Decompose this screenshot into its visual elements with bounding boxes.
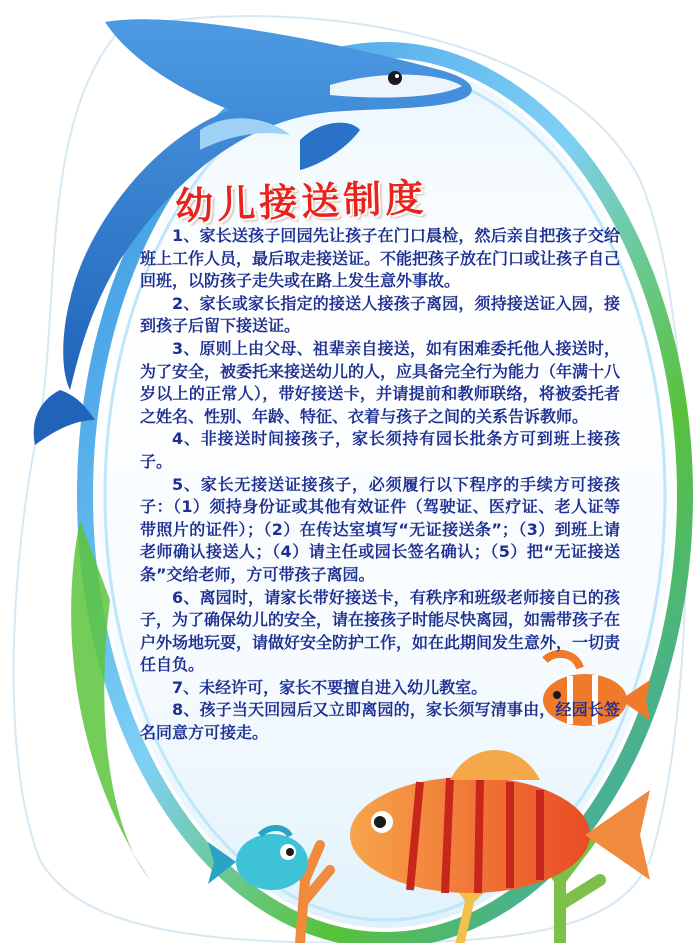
- rule-paragraph: 3、原则上由父母、祖辈亲自接送，如有困难委托他人接送时，为了安全，被委托来接送幼儿的人，应具备完全行为能力（年满十八岁以上的正常人），带好接送卡，并请提前和教师联络，将被委托者之姓名、性别、年龄、特征、衣着与孩子之间的关系告诉教师。: [140, 338, 621, 426]
- rule-paragraph: 6、离园时，请家长带好接送卡，有秩序和班级老师接自已的孩子，为了确保幼儿的安全，请在接孩子时能尽快离园，如需带孩子在户外场地玩耍，请做好安全防护工作，如在此期间发生意外，一切责任自负。: [140, 587, 621, 675]
- rule-paragraph: 5、家长无接送证接孩子，必须履行以下程序的手续方可接孩子：（1）须持身份证或其他有效证件（驾驶证、医疗证、老人证等带照片的证件）；（2）在传达室填写“无证接送条”；（3）到班上请老师确认接送人；（4）请主任或园长签名确认；（5）把“无证接送条”交给老师，方可带孩子离园。: [140, 474, 620, 584]
- rule-paragraph: 8、孩子当天回园后又立即离园的，家长须写清事由，经园长签名同意方可接走。: [140, 700, 620, 743]
- page-title: 幼儿接送制度: [174, 174, 428, 229]
- rule-paragraph: 4、非接送时间接孩子，家长须持有园长批条方可到班上接孩子。: [140, 429, 620, 471]
- rule-paragraph: 7、未经许可，家长不要擅自进入幼儿教室。: [172, 677, 488, 697]
- rule-paragraph: 2、家长或家长指定的接送人接孩子离园，须持接送证入园，接到孩子后留下接送证。: [140, 293, 620, 336]
- rules-text: [140, 225, 620, 745]
- rule-paragraph: 1、家长送孩子回园先让孩子在门口晨检，然后亲自把孩子交给班上工作人员，最后取走接送证。不能把孩子放在门口或让孩子自己回班，以防孩子走失或在路上发生意外事故。: [140, 226, 621, 291]
